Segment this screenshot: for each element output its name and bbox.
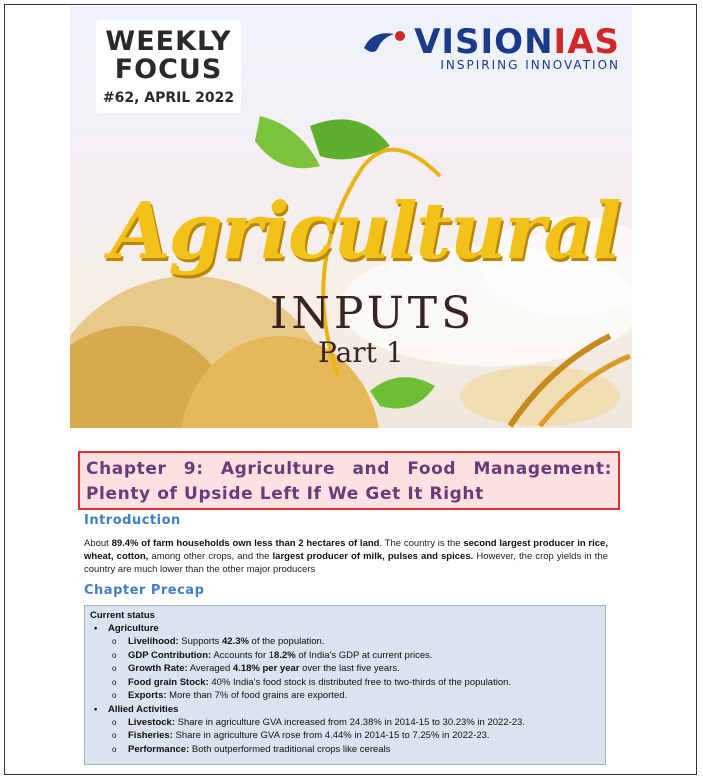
- chapter-heading: Chapter 9: Agriculture and Food Management: Plenty of Upside Left If We Get It Right: [86, 459, 612, 504]
- leaf-icon: [255, 116, 320, 168]
- weekly-focus-badge: [96, 20, 241, 113]
- introduction-heading: Introduction: [84, 513, 181, 528]
- list-item: o Livelihood: Supports 42.3% of the population.: [112, 636, 325, 647]
- list-item: o Growth Rate: Averaged 4.18% per year over the last five years.: [112, 663, 400, 674]
- brand-name: VISIONIAS: [414, 22, 620, 62]
- visionias-logo: [414, 22, 620, 72]
- logo-mark-icon: [360, 26, 408, 60]
- cover-title-agricultural: Agricultural: [110, 186, 620, 277]
- cover-title-part: Part 1: [318, 336, 404, 369]
- badge-focus: FOCUS: [114, 54, 223, 85]
- chapter-precap-heading: Chapter Precap: [84, 583, 205, 598]
- chapter-heading-box: [78, 451, 620, 510]
- list-item: o GDP Contribution: Accounts for 18.2% of India's GDP at current prices.: [112, 649, 433, 661]
- brand-tagline: INSPIRING INNOVATION: [440, 58, 620, 72]
- cover-title-inputs: INPUTS: [270, 288, 476, 339]
- current-status-label: Current status: [90, 610, 155, 621]
- introduction-paragraph: About 89.4% of farm households own less than 2 hectares of land. The country is the second largest producer in rice, wheat, cotton, among other crops, and the largest producer of milk, pulses and spices. However, the crop yields in the country are much lower than the other major producers: [84, 538, 608, 575]
- agriculture-item: • Agriculture: [90, 622, 600, 635]
- list-item: o Fisheries: Share in agriculture GVA rose from 4.44% in 2014-15 to 7.25% in 2022-23.: [112, 730, 490, 741]
- list-item: o Exports: More than 7% of food grains are exported.: [112, 690, 348, 701]
- badge-weekly: WEEKLY: [105, 26, 232, 57]
- list-item: o Food grain Stock: 40% India's food stock is distributed free to two-thirds of the population.: [112, 676, 512, 688]
- allied-activities-item: • Allied Activities: [90, 703, 600, 716]
- badge-issue: #62, APRIL 2022: [102, 90, 235, 106]
- cover-banner: [70, 6, 632, 428]
- list-item: o Performance: Both outperformed traditional crops like cereals: [112, 743, 391, 755]
- precap-box: [84, 605, 606, 765]
- list-item: o Livestock: Share in agriculture GVA increased from 24.38% in 2014-15 to 30.23% in 2022-23.: [112, 716, 525, 728]
